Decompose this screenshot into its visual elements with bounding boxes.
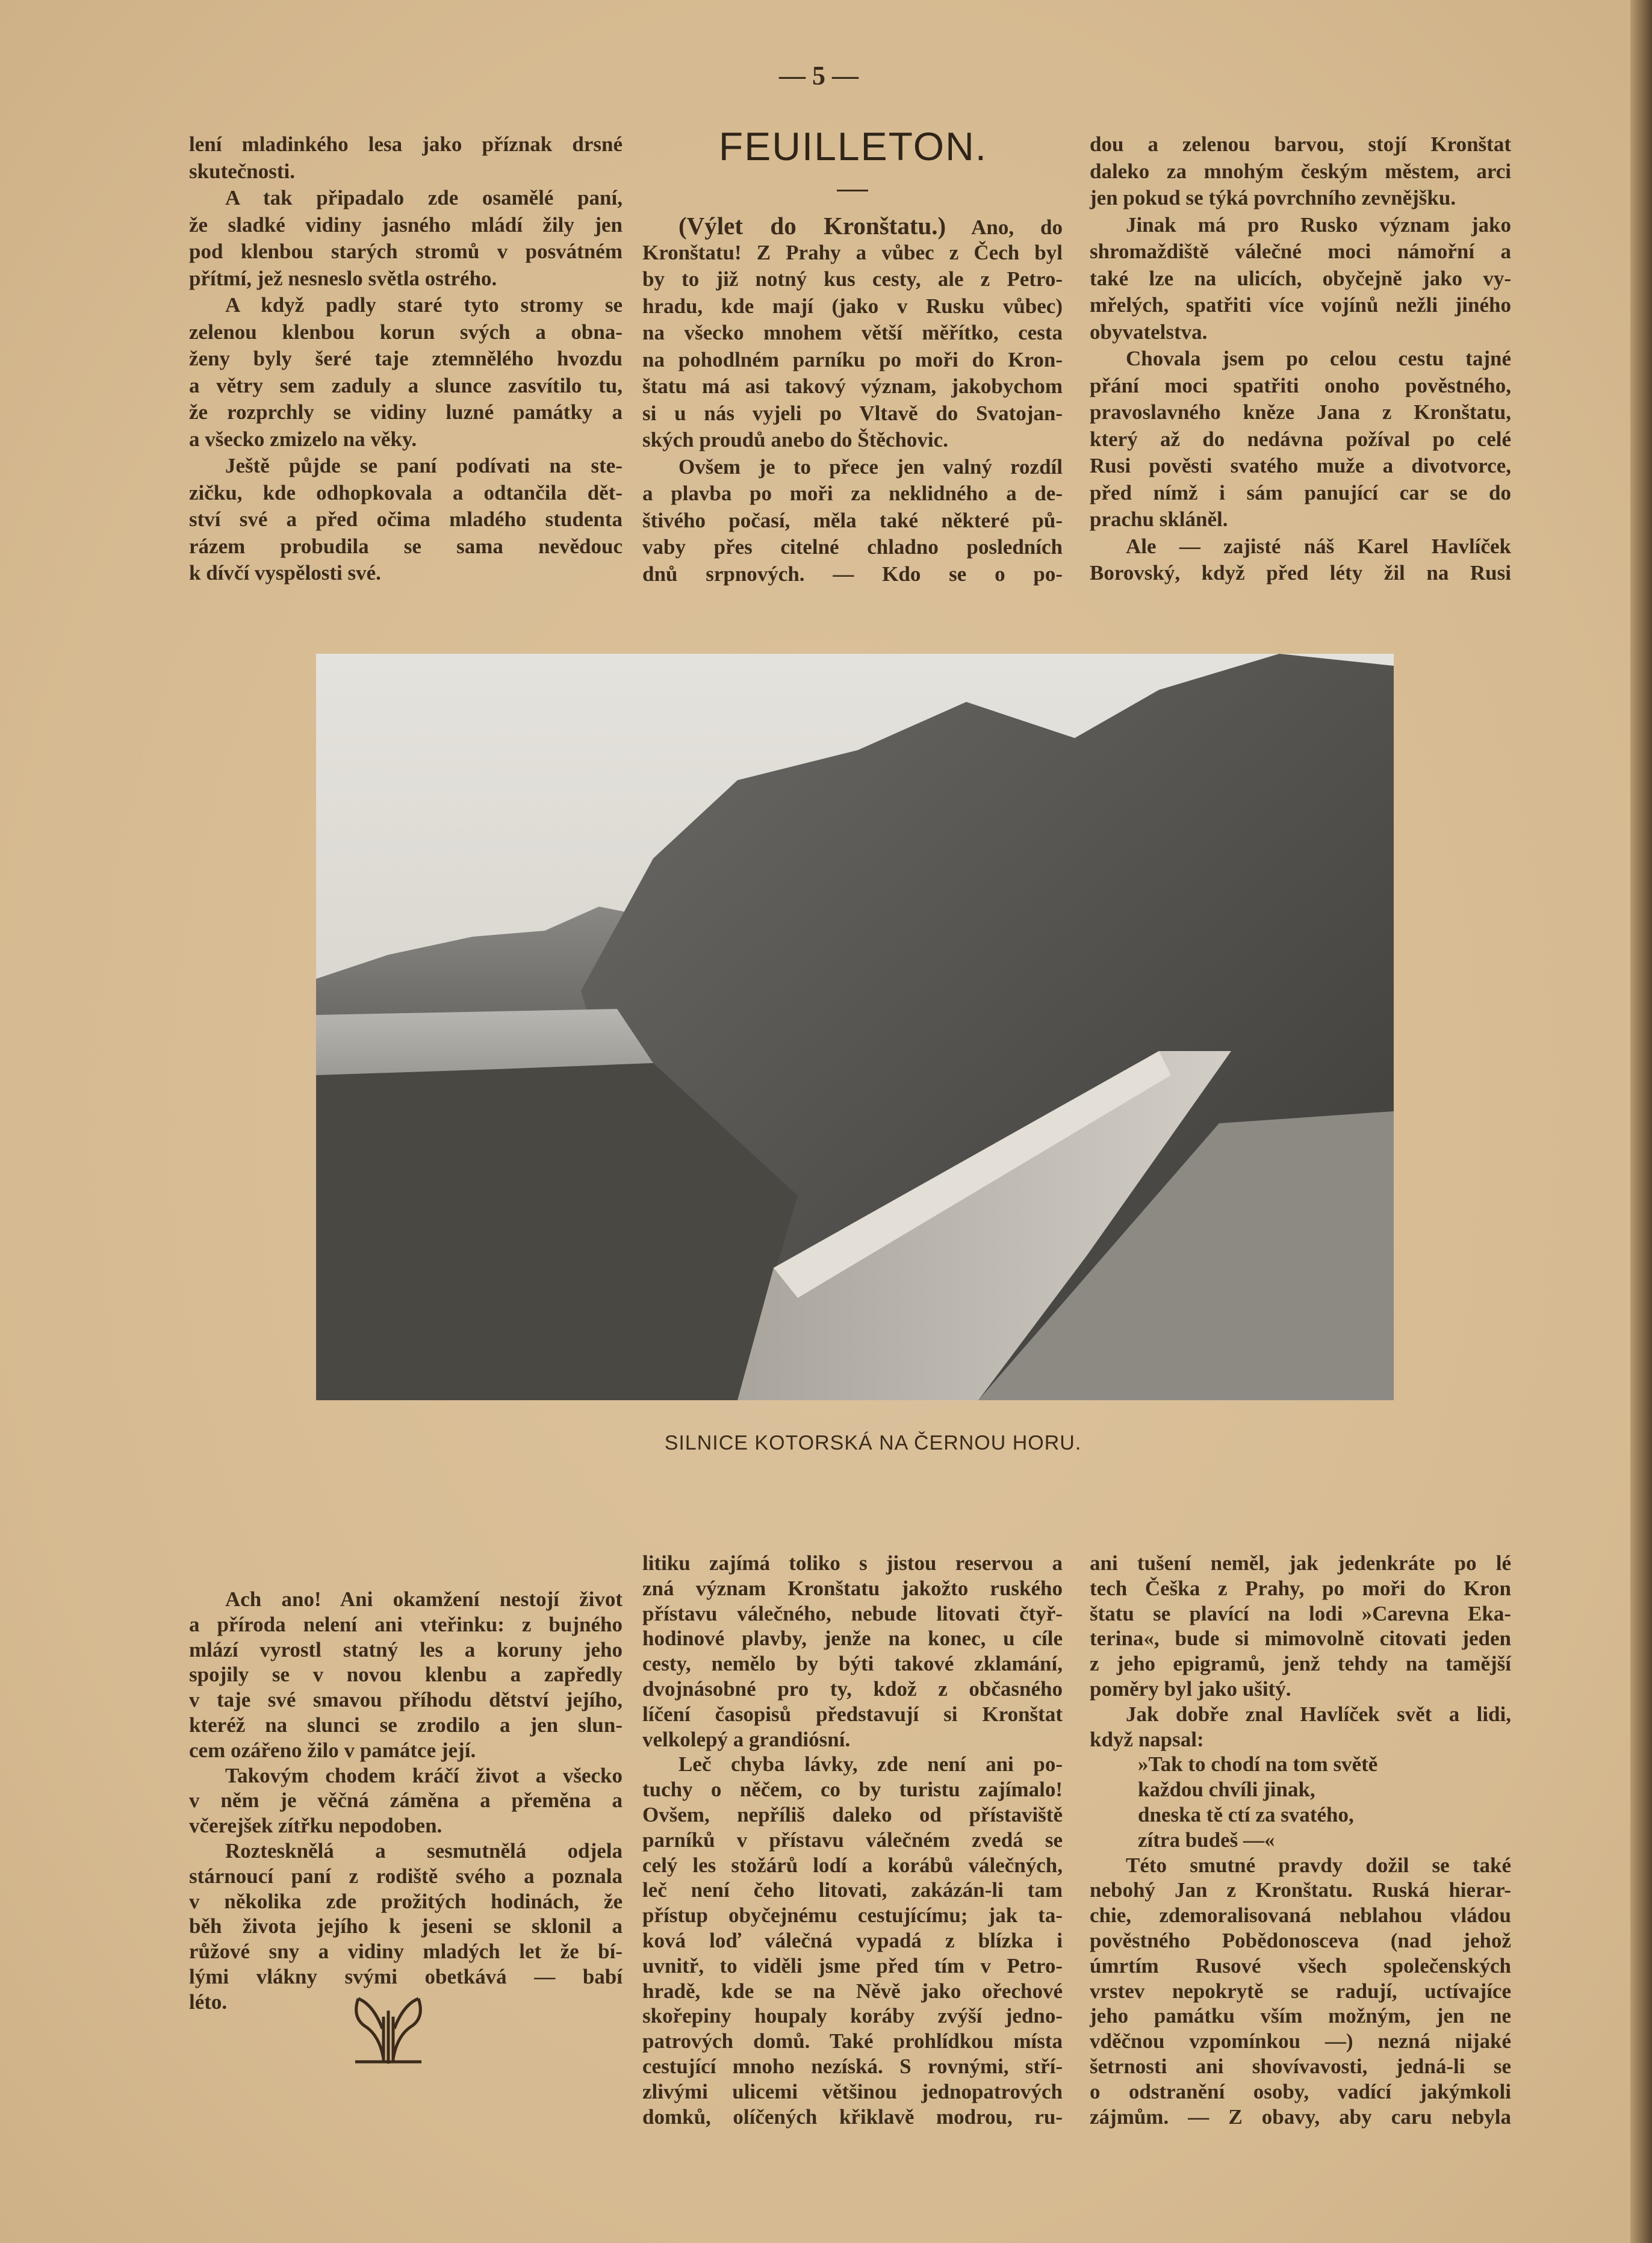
paragraph [1090,1702,1511,1752]
text-line: Ale — zajisté náš Karel Havlíček [1126,534,1511,558]
text-line: skořepiny houpaly koráby zvýší jedno- [642,2004,1063,2028]
text-line: štatu má asi takový význam, jakobychom [642,374,1063,398]
paragraph [189,1587,623,1763]
text-line: a všecko zmizelo na věky. [189,427,417,451]
text-line: k dívčí vyspělosti své. [189,561,381,585]
text-line: že rozprchly se vidiny luzné památky a [189,400,623,424]
text-line: štivého počasí, měla také některé pů- [642,508,1063,532]
text-line: parníků v přístavu válečném zvedá se [642,1828,1063,1852]
text-line: Kronštatu! Z Prahy a vůbec z Čech byl [642,240,1063,264]
text-line: přístavu válečného, nebude litovati čtyř- [642,1601,1063,1625]
text-line [642,213,1063,240]
section-heading: FEUILLETON. [718,124,988,169]
text-line: štatu se plavící na lodi »Carevna Eka- [1090,1601,1511,1625]
text-line: přítmí, jež nesneslo světla ostrého. [189,266,497,290]
text-line: obyvatelstva. [1090,320,1208,344]
article-title: (Výlet do Kronštatu.) [678,212,946,240]
top-column-1 [189,131,623,587]
landscape-photo [316,654,1394,1400]
text-line: hradu, kde mají (jako v Rusku vůbec) [642,294,1063,318]
text-line: úmrtím Rusové všech společenských [1090,1953,1511,1978]
text-line: ženy byly šeré taje ztemnělého hvozdu [189,347,623,370]
text-line: lení mladinkého lesa jako příznak drsné [189,132,623,156]
text-line: celý les stožárů lodí a korábů válečných, [642,1853,1063,1877]
text-line: a příroda nelení ani vteřinku: z bujného [189,1612,623,1636]
paragraph [189,131,623,185]
paragraph [1090,131,1511,212]
text-line: na pohodlném parníku po moři do Kron- [642,347,1063,371]
text-line: Roztesknělá a sesmutnělá odjela [225,1838,623,1863]
paragraph [1090,212,1511,346]
paragraph [1090,1752,1511,1852]
text-line: A tak připadalo zde osamělé paní, [225,186,623,209]
text-line: daleko za mnohým českým městem, arci [1090,159,1511,183]
text-line: vděčnou vzpomínkou —) nezná nijaké [1090,2029,1511,2053]
text-line: mlází vyrostl statný les a koruny jeho [189,1637,623,1661]
text-line: leč není čeho litovati, zakázán-li tam [642,1878,1063,1902]
text-line: také lze na ulicích, obyčejně jako vy- [1090,266,1511,290]
text-line: spojily se v novou klenbu a zapředly [189,1663,623,1687]
text-line: vrstev nepokrytě se radují, uctívajíce [1090,1979,1511,2003]
text-line: pod klenbou starých stromů v posvátném [189,240,623,263]
text-line: domků, olíčených křiklavě modrou, ru- [642,2105,1063,2129]
bottom-column-2 [642,1551,1063,2129]
text-line: zlivými ulicemi většinou jednopatrových [642,2079,1063,2103]
photo-caption: SILNICE KOTORSKÁ NA ČERNOU HORU. [664,1432,1082,1454]
text-line: na všecko mnohem větší měřítko, cesta [642,321,1063,344]
text-line: cestující mnoho nezíská. S rovnými, stří- [642,2054,1063,2078]
text-line: líčení časopisů představují si Kronštat [642,1702,1063,1726]
paragraph [642,1752,1063,2129]
top-column-3 [1090,131,1511,587]
text-line: Této smutné pravdy dožil se také [1126,1853,1511,1877]
text-line: Rusi pověsti svatého muže a divotvorce, [1090,454,1511,477]
text-line: nebohý Jan z Kronštatu. Ruská hierar- [1090,1878,1511,1902]
text-line: zičku, kde odhopkovala a odtančila dět- [189,480,623,504]
text-line: uvnitř, to viděli jsme před tím v Petro- [642,1953,1063,1978]
text-line: jeho památku vším možným, jen ne [1090,2004,1511,2028]
text-line: shromaždiště válečné moci námořní a [1090,240,1511,263]
text-line: ková loď válečná vypadá z blízka i [642,1928,1063,1952]
text-line: včerejšek zítřku nepodoben. [189,1814,442,1838]
text-line: ství své a před očima mladého studenta [189,507,623,531]
paragraph [642,213,1063,454]
paragraph [1090,346,1511,533]
text-line: chie, zdemoralisovaná neblahou vládou [1090,1903,1511,1928]
text-line: jen pokud se týká povrchního zevnějšku. [1090,186,1456,209]
text-line: zná význam Kronštatu jakožto ruského [642,1576,1063,1600]
page-number: — 5 — [779,61,859,90]
text-line: velkolepý a grandiósní. [642,1727,851,1751]
heading-divider [837,190,868,191]
text-line: hodinové plavby, jenže na konec, u cíle [642,1627,1063,1651]
text-line: mřelých, spatřiti více vojínů nežli jiného [1090,293,1511,317]
text-line: tech Češka z Prahy, po moři do Kron [1090,1576,1511,1600]
text-line: litiku zajímá toliko s jistou reservou a [642,1551,1063,1575]
paragraph [189,185,623,292]
text-line: běh života jejího k jeseni se sklonil a [189,1914,623,1938]
text-line: Jak dobře znal Havlíček svět a lidi, [1126,1702,1511,1726]
text-line: před nímž i sám panující car se do [1090,480,1511,504]
text-line: ani tušení neměl, jak jedenkráte po lé [1090,1551,1511,1575]
text-line: Ach ano! Ani okamžení nestojí život [225,1587,623,1611]
text-line: si u nás vyjeli po Vltavě do Svatojan- [642,401,1063,425]
paragraph [1090,1853,1511,2130]
text-line: když napsal: [1090,1727,1204,1751]
text-line: patrových domů. Také prohlídkou místa [642,2029,1063,2053]
text-line: v taje své smavou příhodu dětství jejího, [189,1688,623,1712]
text-line: a větry sem zaduly a slunce zasvítilo tu, [189,373,623,397]
paragraph [189,1838,623,2015]
text-line: v něm je věčná záměna a přeměna a [189,1789,623,1813]
text-line: hradě, kde se na Něvě jako ořechové [642,1979,1063,2003]
text-line: lými vlákny svými obetkává — babí [189,1964,623,1988]
text-line: zájmům. — Z obavy, aby caru nebyla [1090,2105,1511,2129]
text-line: A když padly staré tyto stromy se [225,293,623,317]
text-line: léto. [189,1990,228,2014]
paragraph [1090,1551,1511,1702]
text-line: Takovým chodem kráčí život a všecko [225,1763,623,1787]
text-line: stárnoucí paní z rodiště svého a poznala [189,1864,623,1888]
bottom-column-1 [189,1587,623,2015]
text-line: Leč chyba lávky, zde není ani po- [678,1752,1063,1776]
page-binding-edge [1630,0,1652,2243]
text-line: pravoslavného kněze Jana z Kronštatu, [1090,400,1511,424]
text-line: Ovšem je to přece jen valný rozdíl [678,454,1063,479]
text-line: dvojnásobné pro ty, kdož z občasného [642,1677,1063,1701]
text-line-rest: Ano, do [946,216,1063,239]
text-line: kteréž na slunci se zrodilo a jen slun- [189,1713,623,1737]
text-line: vaby přes citelné chladno posledních [642,535,1063,559]
paragraph [1090,533,1511,587]
text-line: zítra budeš —« [1138,1828,1275,1852]
text-line: každou chvíli jinak, [1138,1778,1315,1802]
text-line: v několika zde prožitých hodinách, že [189,1889,623,1913]
paragraph [189,1763,623,1838]
text-line: dneska tě ctí za svatého, [1138,1802,1354,1826]
text-line: dnů srpnových. — Kdo se o po- [642,562,1063,586]
text-line: o odstranění osoby, vadící jakýmkoli [1090,2079,1511,2103]
text-line: a plavba po moři za neklidného a de- [642,482,1063,505]
text-line: přání moci spatřiti onoho pověstného, [1090,373,1511,397]
text-line: Borovský, když před léty žil na Rusi [1090,561,1511,585]
text-line: Jinak má pro Rusko význam jako [1126,213,1511,237]
text-line: šetrnosti ani shovívavosti, jedná-li se [1090,2054,1511,2078]
text-line: že sladké vidiny jasného mládí žily jen [189,213,623,237]
text-line: růžové sny a vidiny mladých let že bí- [189,1940,623,1964]
text-line: dou a zelenou barvou, stojí Kronštat [1090,132,1511,156]
bottom-column-3 [1090,1551,1511,2129]
text-line: pověstného Pobědonosceva (nad jehož [1090,1928,1511,1952]
text-line: zelenou klenbou korun svých a obna- [189,320,623,344]
text-line: rázem probudila se sama nevědouc [189,534,623,558]
text-line: který až do nedávna požíval po celé [1090,427,1511,451]
paragraph [189,292,623,453]
text-line: prachu skláněl. [1090,507,1228,531]
text-line: Ovšem, nepříliš daleko od přístaviště [642,1802,1063,1826]
text-line: přístup obyčejnému cestujícímu; jak ta- [642,1903,1063,1928]
top-column-2 [642,213,1063,588]
text-line: poměry byl jako ušitý. [1090,1677,1291,1701]
text-line: by to již notný kus cesty, ale z Petro- [642,267,1063,291]
text-line: z jeho epigramů, jenž tehdy na tamější [1090,1652,1511,1676]
paragraph [189,453,623,587]
text-line: »Tak to chodí na tom světě [1138,1752,1378,1776]
text-line: Chovala jsem po celou cestu tajné [1126,347,1511,370]
text-line: Ještě půjde se paní podívati na ste- [225,454,623,477]
text-line: cem ozářeno žilo v památce její. [189,1738,476,1762]
text-line: tuchy o něčem, co by turistu zajímalo! [642,1778,1063,1802]
text-line: ských proudů anebo do Štěchovic. [642,428,948,451]
text-line: cesty, nemělo by býti takové zklamání, [642,1652,1063,1676]
text-line: skutečnosti. [189,159,295,183]
text-line: terina«, bude si mimovolně citovati jeden [1090,1627,1511,1651]
paragraph [642,454,1063,588]
decorative-ornament-icon [346,1993,430,2068]
paragraph [642,1551,1063,1752]
